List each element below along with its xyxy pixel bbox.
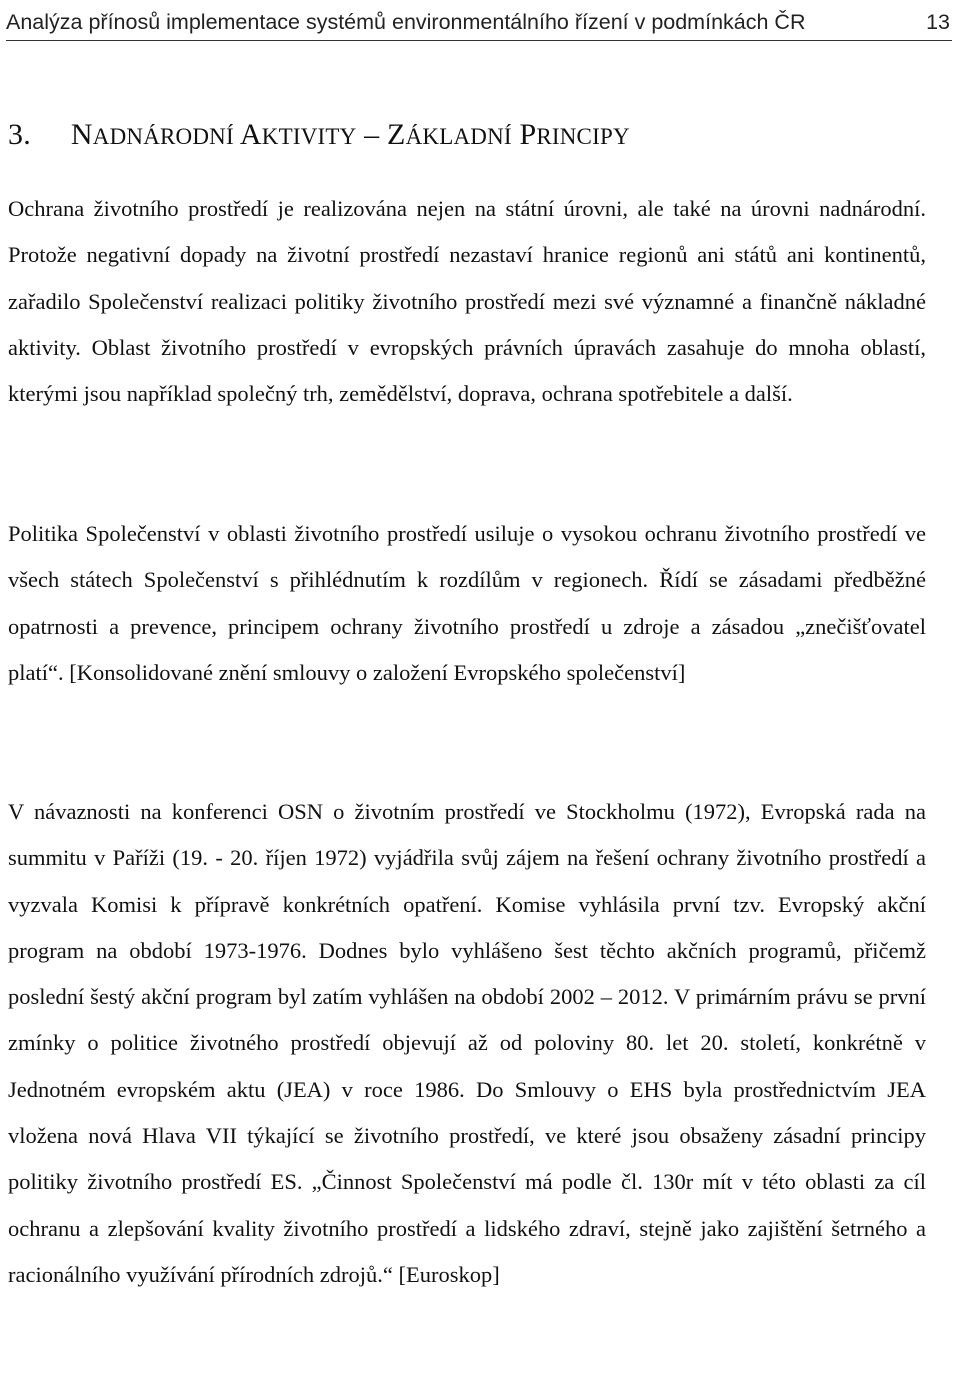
heading-word-1-initial: N <box>70 118 93 151</box>
heading-dash: – <box>364 118 380 151</box>
header-title: Analýza přínosů implementace systémů environmentálního řízení v podmínkách ČR <box>6 9 806 34</box>
heading-word-2-rest: KTIVITY <box>261 124 357 149</box>
paragraph-1: Ochrana životního prostředí je realizována nejen na státní úrovni, ale také na úrovni nadnárodní. Protože negativní dopady na životní prostředí nezastaví hranice regionů ani států ani kontinentů, zařadilo Společenství realizaci politiky životního prostředí mezi své významné a finančně nákladné aktivity. Oblast životního prostředí v evropských právních úpravách zasahuje do mnoha oblastí, kterými jsou například společný trh, zemědělství, doprava, ochrana spotřebitele a další. <box>8 196 926 407</box>
running-header <box>6 4 952 41</box>
heading-word-4-rest: RINCIPY <box>536 124 630 149</box>
heading-word-2-initial: A <box>239 118 262 151</box>
paragraph-2: Politika Společenství v oblasti životního prostředí usiluje o vysokou ochranu životního prostředí ve všech státech Společenství s přihlédnutím k rozdílům v regionech. Řídí se zásadami předběžné opatrnosti a prevence, principem ochrany životního prostředí u zdroje a zásadou „znečišťovatel platí“. [Konsolidované znění smlouvy o založení Evropského společenství] <box>8 521 926 685</box>
heading-word-4-initial: P <box>519 118 537 151</box>
page-number: 13 <box>926 9 950 34</box>
paragraph-3: V návaznosti na konferenci OSN o životním prostředí ve Stockholmu (1972), Evropská rada na summitu v Paříži (19. - 20. říjen 1972) vyjádřila svůj zájem na řešení ochrany životního prostředí a vyzvala Komisi k přípravě konkrétních opatření. Komise vyhlásila první tzv. Evropský akční program na období 1973-1976. Dodnes bylo vyhlášeno šest těchto akčních programů, přičemž poslední šestý akční program byl zatím vyhlášen na období 2002 – 2012. V primárním právu se první zmínky o politice životného prostředí objevují až od poloviny 80. let 20. století, konkrétně v Jednotném evropském aktu (JEA) v roce 1986. Do Smlouvy o EHS byla prostřednictvím JEA vložena nová Hlava VII týkající se životního prostředí, ve které jsou obsaženy zásadní principy politiky životního prostředí ES. „Činnost Společenství má podle čl. 130r mít v této oblasti za cíl ochranu a zlepšování kvality životního prostředí a lidského zdraví, stejně jako zajištění šetrného a racionálního využívání přírodních zdrojů.“ [Euroskop] <box>8 799 926 1287</box>
heading-word-1-rest: ADNÁRODNÍ <box>92 124 234 149</box>
heading-word-3-rest: ÁKLADNÍ <box>405 124 512 149</box>
chapter-heading <box>8 118 630 152</box>
chapter-number: 3. <box>8 118 31 151</box>
heading-word-3-initial: Z <box>387 118 406 151</box>
